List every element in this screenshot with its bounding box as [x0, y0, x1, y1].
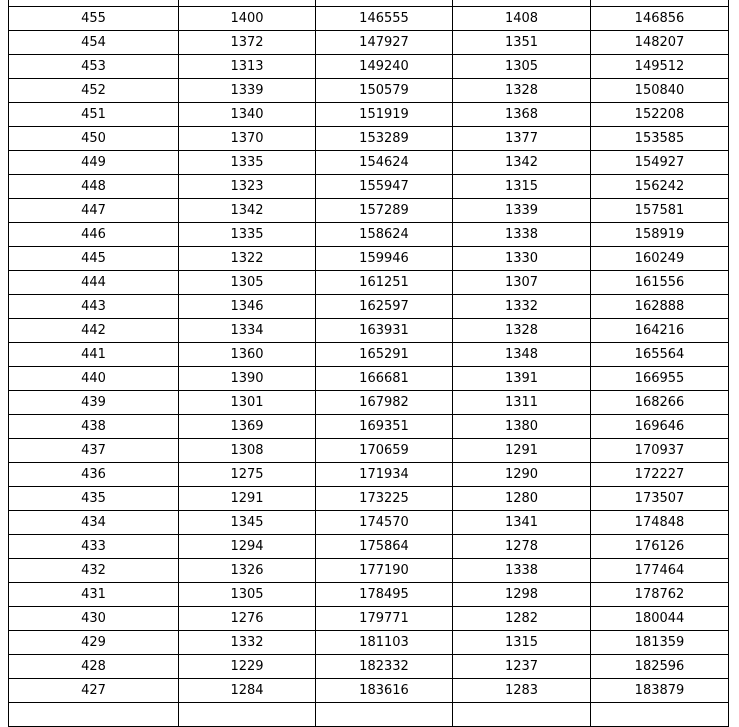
table-cell: 1408: [453, 7, 591, 31]
table-cell: 1282: [453, 607, 591, 631]
table-cell: 1283: [453, 679, 591, 703]
table-row: [9, 439, 729, 463]
table-cell: 1369: [179, 415, 316, 439]
table-cell: 1326: [179, 559, 316, 583]
table-cell: 1335: [179, 223, 316, 247]
table-cell: 437: [9, 439, 179, 463]
table-cell: 177190: [316, 559, 453, 583]
table-cell: 1351: [453, 31, 591, 55]
table-cell: 167982: [316, 391, 453, 415]
table-cell: 1391: [453, 367, 591, 391]
table-cell: 180044: [591, 607, 729, 631]
table-cell: 164216: [591, 319, 729, 343]
table-cell: 1345: [179, 511, 316, 535]
table-cell: 1370: [179, 127, 316, 151]
table-row: [9, 607, 729, 631]
table-cell: 447: [9, 199, 179, 223]
table-cell: 165291: [316, 343, 453, 367]
table-cell: 166955: [591, 367, 729, 391]
table-cell: 1339: [453, 199, 591, 223]
table-cell: [9, 703, 179, 727]
table-cell: 1229: [179, 655, 316, 679]
table-cell: 432: [9, 559, 179, 583]
table-cell: 146856: [591, 7, 729, 31]
table-cell: 1332: [179, 631, 316, 655]
table-cell: 452: [9, 79, 179, 103]
table-cell: 448: [9, 175, 179, 199]
table-cell: 438: [9, 415, 179, 439]
table-cell: 155947: [316, 175, 453, 199]
table-cell: 453: [9, 55, 179, 79]
table-cell: 1308: [179, 439, 316, 463]
table-cell: 1290: [453, 463, 591, 487]
table-cell: 441: [9, 343, 179, 367]
table-cell: 443: [9, 295, 179, 319]
table-cell: 1305: [179, 271, 316, 295]
table-cell: 1305: [453, 55, 591, 79]
table-cell: 174848: [591, 511, 729, 535]
table-row: [9, 223, 729, 247]
table-cell: 1346: [179, 295, 316, 319]
table-cell: 182596: [591, 655, 729, 679]
table-cell: 1380: [453, 415, 591, 439]
table-cell: 157581: [591, 199, 729, 223]
table-row: [9, 655, 729, 679]
table-cell: 1315: [453, 175, 591, 199]
table-row: [9, 343, 729, 367]
table-row: [9, 679, 729, 703]
table-row: [9, 7, 729, 31]
table-cell: 178762: [591, 583, 729, 607]
table-cell: 1313: [179, 55, 316, 79]
table-cell: 1276: [179, 607, 316, 631]
table-cell: 433: [9, 535, 179, 559]
table-row: [9, 271, 729, 295]
table-cell: 1280: [453, 487, 591, 511]
table-cell: 427: [9, 679, 179, 703]
table-cell: 1315: [453, 631, 591, 655]
table-cell: 1307: [453, 271, 591, 295]
table-cell: 169351: [316, 415, 453, 439]
table-cell: 1342: [453, 151, 591, 175]
table-cell: 449: [9, 151, 179, 175]
table-cell: 150579: [316, 79, 453, 103]
table-row: [9, 463, 729, 487]
table-row: [9, 31, 729, 55]
table-cell: 170659: [316, 439, 453, 463]
table-cell: 149512: [591, 55, 729, 79]
table-cell: 148207: [591, 31, 729, 55]
table-cell: 161556: [591, 271, 729, 295]
table-cell: 435: [9, 487, 179, 511]
table-cell: 1275: [179, 463, 316, 487]
table-cell: 454: [9, 31, 179, 55]
table-row: [9, 199, 729, 223]
table-cell: 182332: [316, 655, 453, 679]
table-cell: 1305: [179, 583, 316, 607]
table-cell: 154624: [316, 151, 453, 175]
table-cell: 181359: [591, 631, 729, 655]
table-cell: 1323: [179, 175, 316, 199]
table-cell: 1368: [453, 103, 591, 127]
table-cell: 177464: [591, 559, 729, 583]
table-cell: 152208: [591, 103, 729, 127]
table-cell: 436: [9, 463, 179, 487]
table-cell: [591, 703, 729, 727]
table-cell: 161251: [316, 271, 453, 295]
table-row: [9, 559, 729, 583]
table-cell: 1340: [179, 103, 316, 127]
table-row: [9, 535, 729, 559]
table-cell: 1338: [453, 223, 591, 247]
table-cell: 183879: [591, 679, 729, 703]
table-row: [9, 367, 729, 391]
table-row: [9, 583, 729, 607]
table-cell: 439: [9, 391, 179, 415]
table-cell: 162597: [316, 295, 453, 319]
table-cell: 158624: [316, 223, 453, 247]
table-cell: 156242: [591, 175, 729, 199]
table-cell: 430: [9, 607, 179, 631]
table-cell: 146555: [316, 7, 453, 31]
table-cell: 172227: [591, 463, 729, 487]
table-cell: 428: [9, 655, 179, 679]
table-cell: 181103: [316, 631, 453, 655]
table-cell: 1237: [453, 655, 591, 679]
table-row: [9, 487, 729, 511]
table-cell: 1400: [179, 7, 316, 31]
table-cell: 151919: [316, 103, 453, 127]
table-cell: 159946: [316, 247, 453, 271]
table-row: [9, 127, 729, 151]
table-cell: [179, 703, 316, 727]
table-cell: 1348: [453, 343, 591, 367]
table-row: [9, 103, 729, 127]
table-cell: 163931: [316, 319, 453, 343]
table-cell: 1328: [453, 79, 591, 103]
table-cell: 434: [9, 511, 179, 535]
table-row: [9, 295, 729, 319]
table-cell: 175864: [316, 535, 453, 559]
table-cell: 183616: [316, 679, 453, 703]
table-cell: 1322: [179, 247, 316, 271]
table-row: [9, 175, 729, 199]
table-cell: 1330: [453, 247, 591, 271]
table-cell: 429: [9, 631, 179, 655]
table-cell: 174570: [316, 511, 453, 535]
table-row: [9, 391, 729, 415]
table-cell: 150840: [591, 79, 729, 103]
table-row: [9, 319, 729, 343]
table-cell: 173225: [316, 487, 453, 511]
table-cell: 450: [9, 127, 179, 151]
table-cell: 158919: [591, 223, 729, 247]
table-cell: 1328: [453, 319, 591, 343]
table-cell: 1291: [453, 439, 591, 463]
table-body: [9, 0, 729, 727]
table-cell: 149240: [316, 55, 453, 79]
table-cell: [316, 703, 453, 727]
table-cell: 160249: [591, 247, 729, 271]
table-row: [9, 151, 729, 175]
table-cell: 153585: [591, 127, 729, 151]
table-cell: 166681: [316, 367, 453, 391]
table-cell: 444: [9, 271, 179, 295]
table-cell: 169646: [591, 415, 729, 439]
table-cell: 1341: [453, 511, 591, 535]
table-cell: 171934: [316, 463, 453, 487]
table-row: [9, 247, 729, 271]
table-cell: 1342: [179, 199, 316, 223]
table-cell: 455: [9, 7, 179, 31]
table-cell: 178495: [316, 583, 453, 607]
table-cell: 157289: [316, 199, 453, 223]
table-cell: 1335: [179, 151, 316, 175]
table-cell: 1278: [453, 535, 591, 559]
table-cell: 162888: [591, 295, 729, 319]
table-cell: 431: [9, 583, 179, 607]
table-cell: 153289: [316, 127, 453, 151]
table-cell: 1284: [179, 679, 316, 703]
table-cell: 1360: [179, 343, 316, 367]
table-cell: [453, 703, 591, 727]
table-row: [9, 79, 729, 103]
table-cell: 1291: [179, 487, 316, 511]
table-cell: 442: [9, 319, 179, 343]
table-cell: 1339: [179, 79, 316, 103]
table-cell: 173507: [591, 487, 729, 511]
table-row: [9, 631, 729, 655]
table-cell: 1298: [453, 583, 591, 607]
table-cell: 1334: [179, 319, 316, 343]
table-cell: 154927: [591, 151, 729, 175]
table-cell: 179771: [316, 607, 453, 631]
table-cell: 147927: [316, 31, 453, 55]
table-row: [9, 511, 729, 535]
table-row: [9, 703, 729, 727]
table-cell: 1311: [453, 391, 591, 415]
table-row: [9, 55, 729, 79]
table-cell: 1301: [179, 391, 316, 415]
table-cell: 1332: [453, 295, 591, 319]
table-row: [9, 415, 729, 439]
table-cell: 440: [9, 367, 179, 391]
table-cell: 1294: [179, 535, 316, 559]
table-cell: 451: [9, 103, 179, 127]
table-cell: 1372: [179, 31, 316, 55]
table-cell: 176126: [591, 535, 729, 559]
table-cell: 1377: [453, 127, 591, 151]
table-cell: 165564: [591, 343, 729, 367]
score-distribution-table: [8, 0, 729, 727]
table-cell: 1390: [179, 367, 316, 391]
table-cell: 446: [9, 223, 179, 247]
table-cell: 445: [9, 247, 179, 271]
table-cell: 1338: [453, 559, 591, 583]
table-cell: 168266: [591, 391, 729, 415]
table-cell: 170937: [591, 439, 729, 463]
